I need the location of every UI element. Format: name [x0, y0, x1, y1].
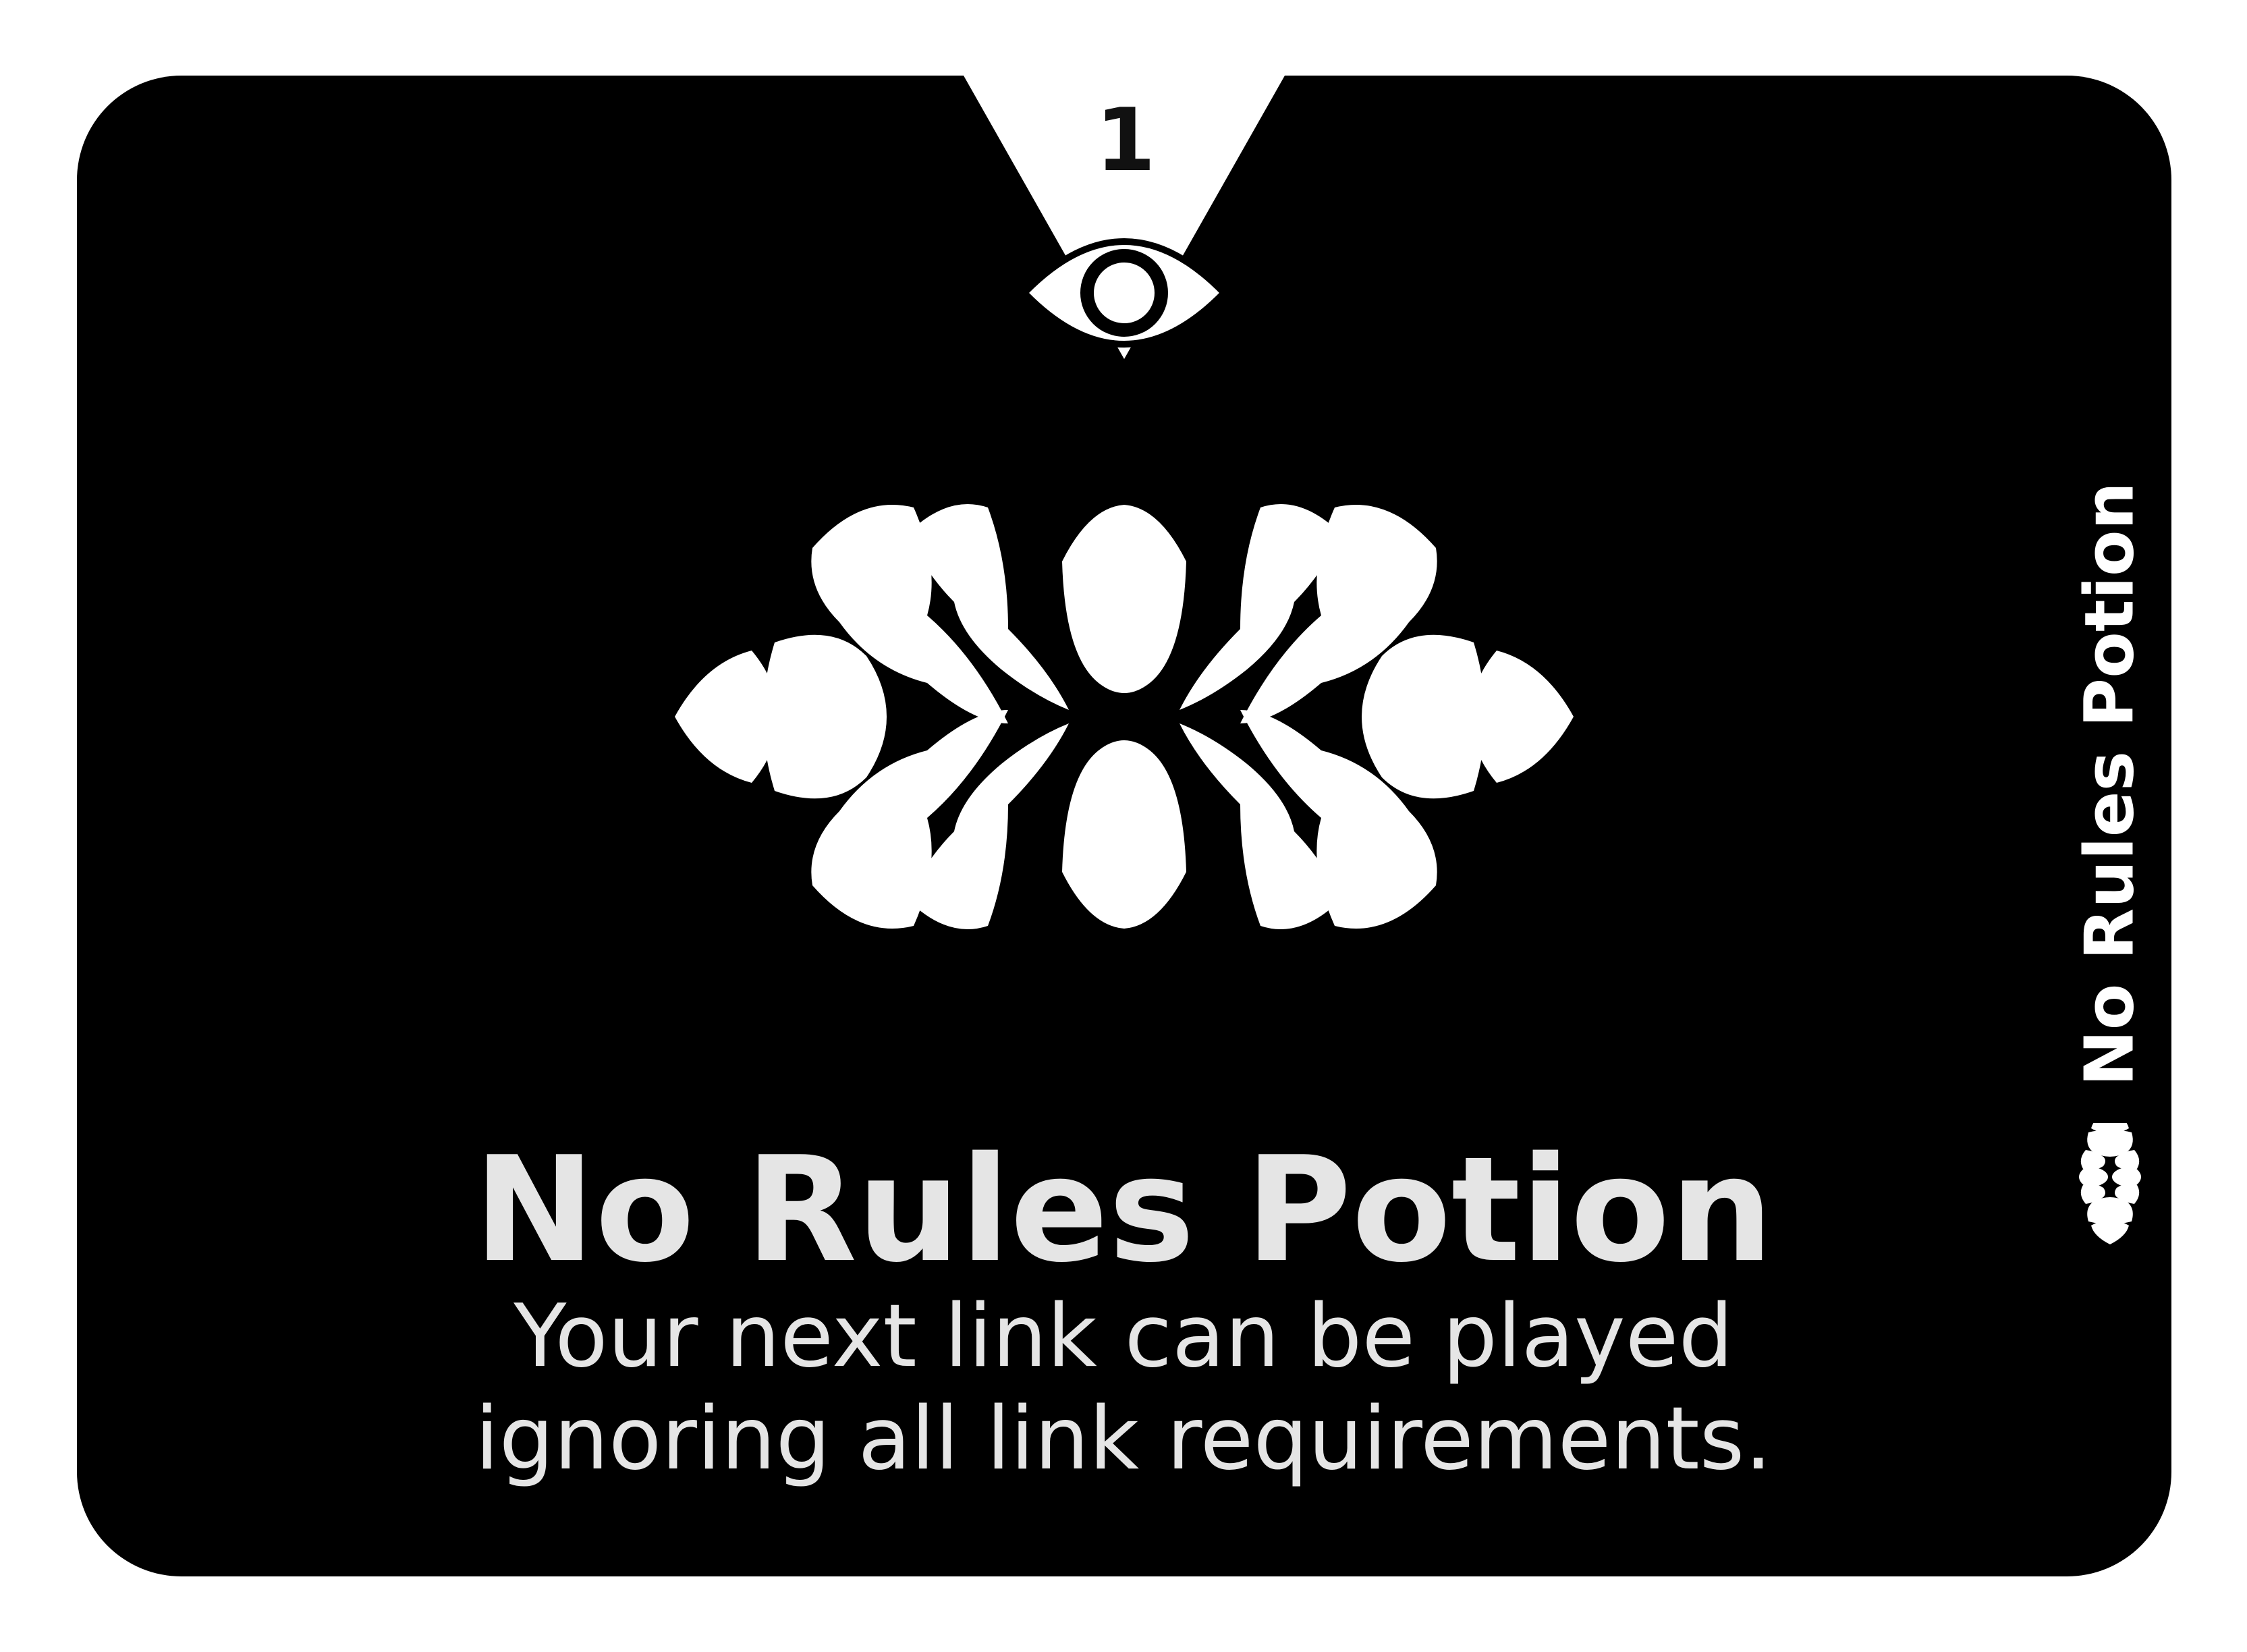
card-cost: 1	[1095, 90, 1156, 191]
rules-line: ignoring all link requirements.	[475, 1389, 1772, 1489]
side-potion-symbol-icon	[2078, 1123, 2142, 1244]
card-rules-text	[337, 1286, 1910, 1491]
rules-line: Your next link can be played	[514, 1286, 1733, 1387]
card-title: No Rules Potion	[474, 1125, 1773, 1294]
side-card-title-text: No Rules Potion	[2070, 482, 2149, 1086]
